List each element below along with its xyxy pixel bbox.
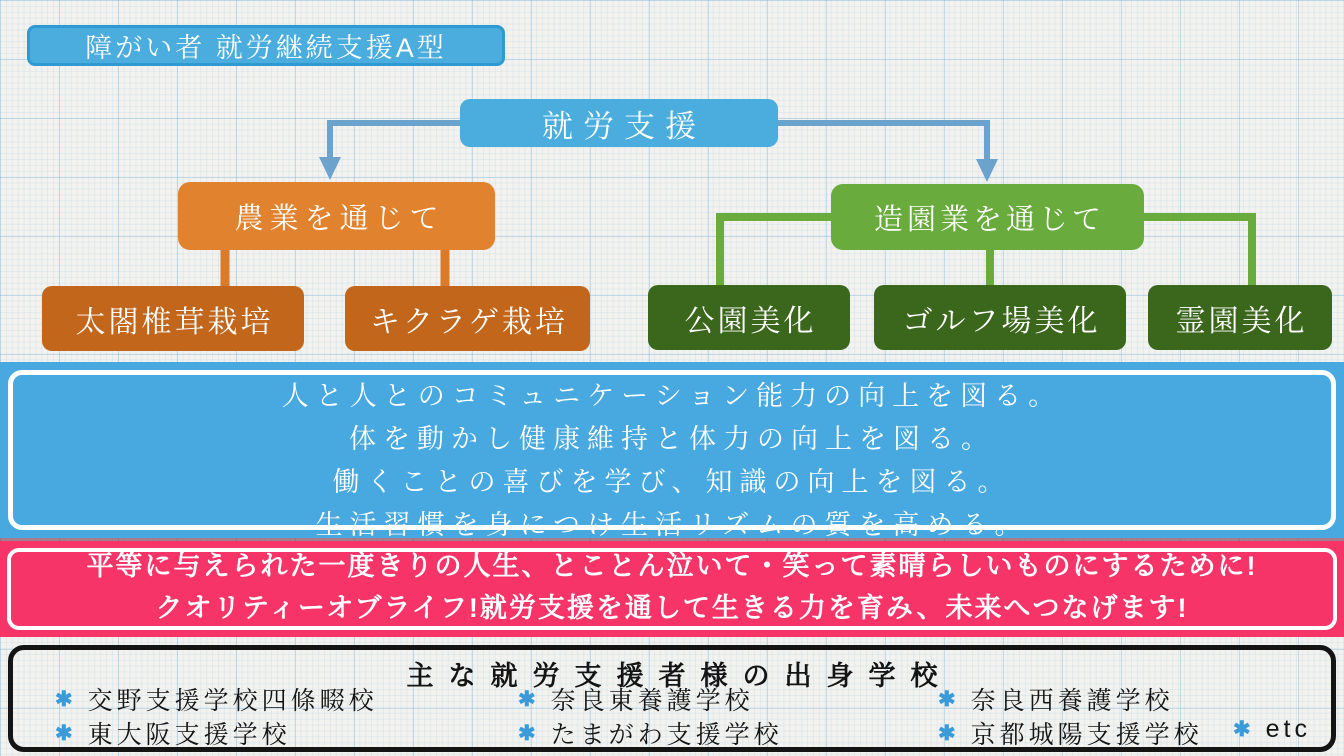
school-item xyxy=(938,681,1174,717)
goal-line: 生活習慣を身につけ生活リズムの質を高める。 xyxy=(315,510,1029,540)
asterisk-bullet-icon: ✱ xyxy=(518,687,536,711)
asterisk-bullet-icon: ✱ xyxy=(1233,718,1251,741)
arrowhead-agriculture xyxy=(319,157,341,180)
school-item xyxy=(518,681,754,717)
title-badge xyxy=(27,25,505,66)
connector-root-to-agriculture xyxy=(330,123,460,158)
node-label: 公園美化 xyxy=(684,304,817,338)
motto-banner xyxy=(0,541,1344,637)
school-name: たまがわ支援学校 xyxy=(550,721,783,749)
node-label: 太閤椎茸栽培 xyxy=(75,305,274,339)
asterisk-bullet-icon: ✱ xyxy=(518,721,536,745)
goals-banner xyxy=(0,362,1344,538)
school-item xyxy=(55,681,378,717)
node-landscaping xyxy=(831,184,1144,250)
node-employment-support xyxy=(460,99,778,147)
school-item xyxy=(938,715,1203,751)
node-kikurage-cultivation xyxy=(345,286,590,351)
node-shiitake-cultivation xyxy=(42,286,304,351)
school-name: 京都城陽支援学校 xyxy=(970,721,1203,749)
school-item-etc xyxy=(1233,715,1311,744)
node-golf-course-beautification xyxy=(874,285,1126,350)
school-name: 奈良東養護学校 xyxy=(550,687,754,715)
node-agriculture xyxy=(178,182,495,250)
schools-panel xyxy=(8,645,1336,752)
schools-panel-title: 主な就労支援者様の出身学校 xyxy=(406,661,953,691)
connector-landscape-to-park xyxy=(720,217,833,290)
goal-line: 働くことの喜びを学び、知識の向上を図る。 xyxy=(332,467,1012,497)
connector-root-to-landscaping xyxy=(778,123,987,160)
school-name: 奈良西養護学校 xyxy=(970,687,1174,715)
node-park-beautification xyxy=(648,285,850,350)
school-item xyxy=(518,715,783,751)
node-label: キクラゲ栽培 xyxy=(370,305,568,339)
asterisk-bullet-icon: ✱ xyxy=(55,687,73,711)
connector-landscape-to-cemetery xyxy=(1142,217,1252,290)
node-label: ゴルフ場美化 xyxy=(902,304,1101,338)
node-cemetery-beautification xyxy=(1148,285,1332,350)
arrowhead-landscaping xyxy=(976,159,998,182)
goal-line: 体を動かし健康維持と体力の向上を図る。 xyxy=(349,424,995,454)
school-item xyxy=(55,715,291,751)
motto-line: クオリティーオブライフ!就労支援を通して生きる力を育み、未来へつなげます! xyxy=(155,593,1189,623)
node-label: 就労支援 xyxy=(542,108,706,144)
node-label: 造園業を通じて xyxy=(873,203,1105,236)
asterisk-bullet-icon: ✱ xyxy=(938,687,956,711)
motto-line: 平等に与えられた一度きりの人生、とことん泣いて・笑って素晴らしいものにするために! xyxy=(86,551,1258,581)
school-name: 交野支援学校四條畷校 xyxy=(87,687,378,715)
school-name: 東大阪支援学校 xyxy=(87,721,291,749)
goal-line: 人と人とのコミュニケーション能力の向上を図る。 xyxy=(281,381,1063,411)
asterisk-bullet-icon: ✱ xyxy=(938,721,956,745)
node-label: 農業を通じて xyxy=(234,202,445,235)
etc-label: etc xyxy=(1265,715,1311,743)
node-label: 霊園美化 xyxy=(1175,304,1308,338)
title-badge-label: 障がい者 就労継続支援A型 xyxy=(85,33,447,63)
asterisk-bullet-icon: ✱ xyxy=(55,721,73,745)
